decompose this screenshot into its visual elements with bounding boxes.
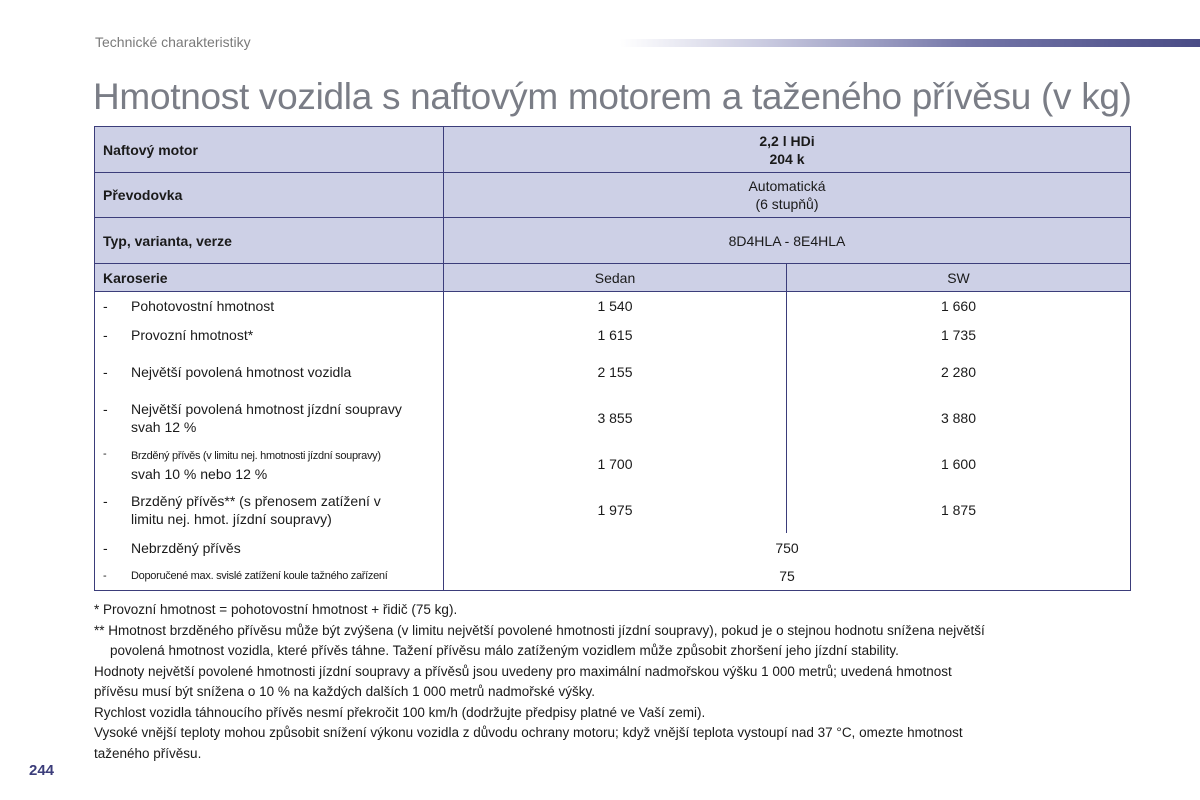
- engine-value-line2: 204 k: [769, 150, 805, 167]
- row-label: [131, 492, 381, 528]
- footnotes: [94, 600, 1134, 764]
- value-sedan: 1 700: [444, 441, 787, 487]
- row-label: [131, 400, 402, 436]
- table-row: [95, 441, 1131, 487]
- table-row: [95, 321, 1131, 349]
- engine-value-line1: 2,2 l HDi: [759, 132, 815, 149]
- engine-value: [444, 127, 1131, 173]
- table-row-ball-load: [95, 563, 1131, 591]
- row-label: Nebrzděný přívěs: [131, 539, 241, 556]
- row-label: Provozní hmotnost*: [131, 326, 254, 343]
- row-label-line2: svah 10 % nebo 12 %: [131, 465, 268, 482]
- value-sw: 3 880: [787, 395, 1131, 441]
- body-row: [95, 264, 1131, 292]
- gearbox-label: Převodovka: [95, 173, 444, 218]
- row-dash: -: [103, 363, 108, 380]
- row-label: Doporučené max. svislé zatížení koule tažného zařízení: [131, 570, 388, 583]
- value-sedan: 1 540: [444, 292, 787, 321]
- value-sedan: 3 855: [444, 395, 787, 441]
- value-sedan: 2 155: [444, 349, 787, 395]
- note-altitude-line2: přívěsu musí být snížena o 10 % na každých dalších 1 000 metrů nadmořské výšky.: [94, 684, 595, 699]
- row-dash: -: [103, 400, 108, 417]
- type-value: 8D4HLA - 8E4HLA: [444, 218, 1131, 264]
- gearbox-value-line2: (6 stupňů): [755, 196, 819, 212]
- section-label: Technické charakteristiky: [95, 34, 251, 50]
- value-sw: 2 280: [787, 349, 1131, 395]
- gearbox-value: [444, 173, 1131, 218]
- page-title: Hmotnost vozidla s naftovým motorem a taženého přívěsu (v kg): [93, 76, 1132, 117]
- value-sw: 1 600: [787, 441, 1131, 487]
- row-dash: -: [103, 539, 108, 556]
- weights-table: [94, 126, 1131, 591]
- value-unbraked: 750: [444, 533, 1131, 563]
- note-temperature-line2: taženého přívěsu.: [94, 745, 202, 761]
- table-row: [95, 292, 1131, 321]
- row-dash: -: [103, 570, 107, 583]
- header-decorative-bar: [620, 39, 1200, 47]
- body-col-sw: SW: [787, 264, 1131, 292]
- value-sw: 1 735: [787, 321, 1131, 349]
- value-sw: 1 660: [787, 292, 1131, 321]
- engine-row: [95, 127, 1131, 173]
- row-dash: -: [103, 492, 108, 509]
- type-row: [95, 218, 1131, 264]
- row-label-line1: Největší povolená hmotnost jízdní soupravy: [131, 400, 402, 417]
- value-sw: 1 875: [787, 487, 1131, 533]
- note-speed: Rychlost vozidla táhnoucího přívěs nesmí překročit 100 km/h (dodržujte předpisy platné ve Vaší zemi).: [94, 704, 706, 720]
- note-temperature: [94, 723, 1134, 764]
- row-label-line2: limitu nej. hmot. jízdní soupravy): [131, 510, 332, 527]
- row-label: Pohotovostní hmotnost: [131, 298, 275, 315]
- value-sedan: 1 615: [444, 321, 787, 349]
- gearbox-value-line1: Automatická: [748, 178, 826, 194]
- note-temperature-line1: Vysoké vnější teploty mohou způsobit snížení výkonu vozidla z důvodu ochrany motoru; když vnější teplota vystoupí nad 37 °C, omezte hmotnost: [94, 725, 963, 740]
- row-dash: -: [103, 298, 108, 315]
- table-row: [95, 487, 1131, 533]
- table-row: [95, 395, 1131, 441]
- note-altitude: [94, 662, 1134, 703]
- note-altitude-line1: Hodnoty největší povolené hmotnosti jízdní soupravy a přívěsů jsou uvedeny pro maximální nadmořskou výšku 1 000 metrů; uvedená hmotnost: [94, 663, 952, 679]
- note-brzdeny-line2: povolená hmotnost vozidla, které přívěs táhne. Tažení přívěsu málo zatíženým vozidlem může způsobit zhoršení jeho jízdní stability.: [110, 643, 899, 658]
- row-label-line1: Brzděný přívěs** (s přenosem zatížení v: [131, 492, 381, 509]
- note-brzdeny-line1: ** Hmotnost brzděného přívěsu může být zvýšena (v limitu největší povolené hmotnosti jízdní soupravy), pokud je o stejnou hodnotu snížena největší: [94, 622, 985, 638]
- table-row: [95, 349, 1131, 395]
- value-sedan: 1 975: [444, 487, 787, 533]
- engine-label: Naftový motor: [95, 127, 444, 173]
- type-label: Typ, varianta, verze: [95, 218, 444, 264]
- note-provozni: * Provozní hmotnost = pohotovostní hmotnost + řidič (75 kg).: [94, 602, 458, 617]
- gearbox-row: [95, 173, 1131, 218]
- row-label-line1: Brzděný přívěs (v limitu nej. hmotnosti jízdní soupravy): [131, 449, 381, 462]
- table-row-unbraked: [95, 533, 1131, 563]
- value-ball-load: 75: [444, 563, 1131, 591]
- note-brzdeny: [94, 621, 1134, 662]
- body-col-sedan: Sedan: [444, 264, 787, 292]
- page-number: 244: [29, 762, 55, 779]
- row-label-line2: svah 12 %: [131, 418, 197, 435]
- body-label: Karoserie: [95, 264, 444, 292]
- row-dash: -: [103, 447, 107, 460]
- row-label: Největší povolená hmotnost vozidla: [131, 363, 352, 380]
- row-label: [131, 445, 381, 483]
- row-dash: -: [103, 326, 108, 343]
